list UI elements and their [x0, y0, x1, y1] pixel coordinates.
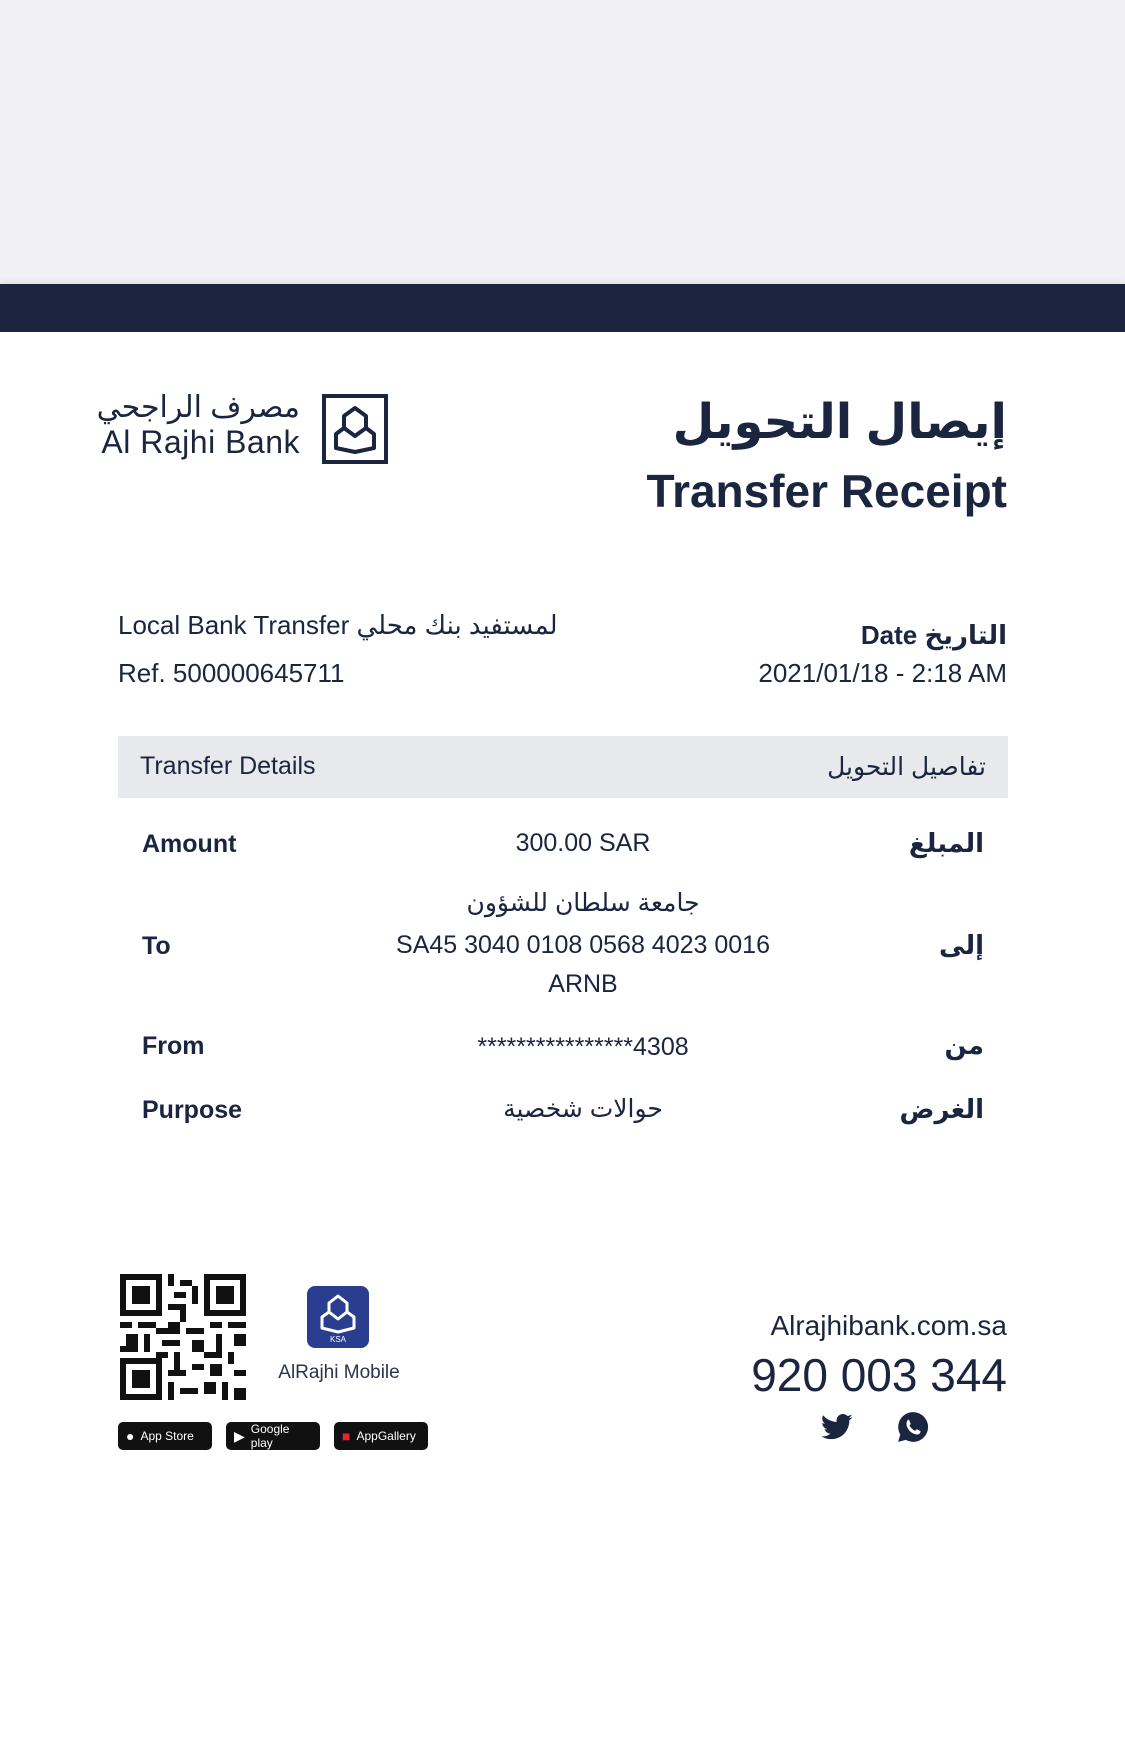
- to-label-en: To: [142, 932, 171, 960]
- transfer-type: Local Bank Transfer لمستفيد بنك محلي: [118, 610, 558, 640]
- google-play-icon: ▶: [234, 1427, 245, 1444]
- appgallery-badge[interactable]: [334, 1422, 428, 1450]
- alrajhi-mobile-app-icon[interactable]: [307, 1286, 369, 1348]
- date-label: Date التاريخ: [860, 620, 1007, 650]
- appgallery-label: AppGallery: [356, 1429, 416, 1443]
- app-name: AlRajhi Mobile: [278, 1362, 400, 1383]
- whatsapp-icon[interactable]: [896, 1410, 930, 1444]
- from-label-en: From: [142, 1032, 205, 1060]
- amount-value: 300.00 SAR: [515, 829, 651, 857]
- detail-row-to: [118, 884, 1008, 1004]
- app-store-badge[interactable]: [118, 1422, 212, 1450]
- details-header-en: Transfer Details: [140, 752, 316, 780]
- website-link[interactable]: Alrajhibank.com.sa: [770, 1310, 1007, 1341]
- detail-row-from: [118, 1028, 1008, 1068]
- transfer-receipt: [0, 284, 1125, 1746]
- app-store-label: App Store: [140, 1429, 194, 1443]
- purpose-label-en: Purpose: [142, 1096, 243, 1124]
- receipt-top-bar: [0, 284, 1125, 332]
- to-label-ar: إلى: [939, 930, 984, 960]
- app-icon-tag: KSA: [329, 1335, 347, 1344]
- apple-icon: ●: [126, 1428, 135, 1444]
- bank-logo-icon: [322, 394, 388, 464]
- amount-label-en: Amount: [142, 830, 237, 858]
- from-label-ar: من: [944, 1030, 984, 1060]
- purpose-label-ar: الغرض: [899, 1094, 984, 1124]
- twitter-icon[interactable]: [820, 1410, 854, 1444]
- phone-number[interactable]: 920 003 344: [751, 1349, 1007, 1401]
- google-play-badge[interactable]: [226, 1422, 320, 1450]
- detail-row-amount: [118, 824, 1008, 864]
- beneficiary-name: جامعة سلطان للشؤون: [466, 889, 700, 917]
- detail-row-purpose: [118, 1090, 1008, 1130]
- receipt-title-en: Transfer Receipt: [646, 465, 1007, 517]
- bank-logo: [96, 390, 388, 464]
- bank-name-ar: مصرف الراجحي: [96, 391, 300, 424]
- reference-number: Ref. 500000645711: [118, 658, 345, 688]
- beneficiary-iban: SA45 3040 0108 0568 4023 0016: [396, 931, 770, 959]
- beneficiary-bank: ARNB: [548, 970, 618, 998]
- qr-code-icon: [120, 1274, 246, 1400]
- from-account: ****************4308: [477, 1033, 689, 1061]
- date-value: 2021/01/18 - 2:18 AM: [758, 658, 1007, 688]
- details-header-ar: تفاصيل التحويل: [827, 753, 986, 781]
- google-play-label: Google play: [250, 1422, 290, 1450]
- amount-label-ar: المبلغ: [908, 828, 984, 858]
- receipt-title-ar: إيصال التحويل: [672, 396, 1007, 449]
- purpose-value: حوالات شخصية: [503, 1095, 663, 1123]
- bank-name-en: Al Rajhi Bank: [101, 424, 300, 460]
- app-logo-icon: [307, 1286, 369, 1348]
- huawei-appgallery-icon: ■: [342, 1428, 351, 1444]
- transfer-details-header: [118, 736, 1008, 798]
